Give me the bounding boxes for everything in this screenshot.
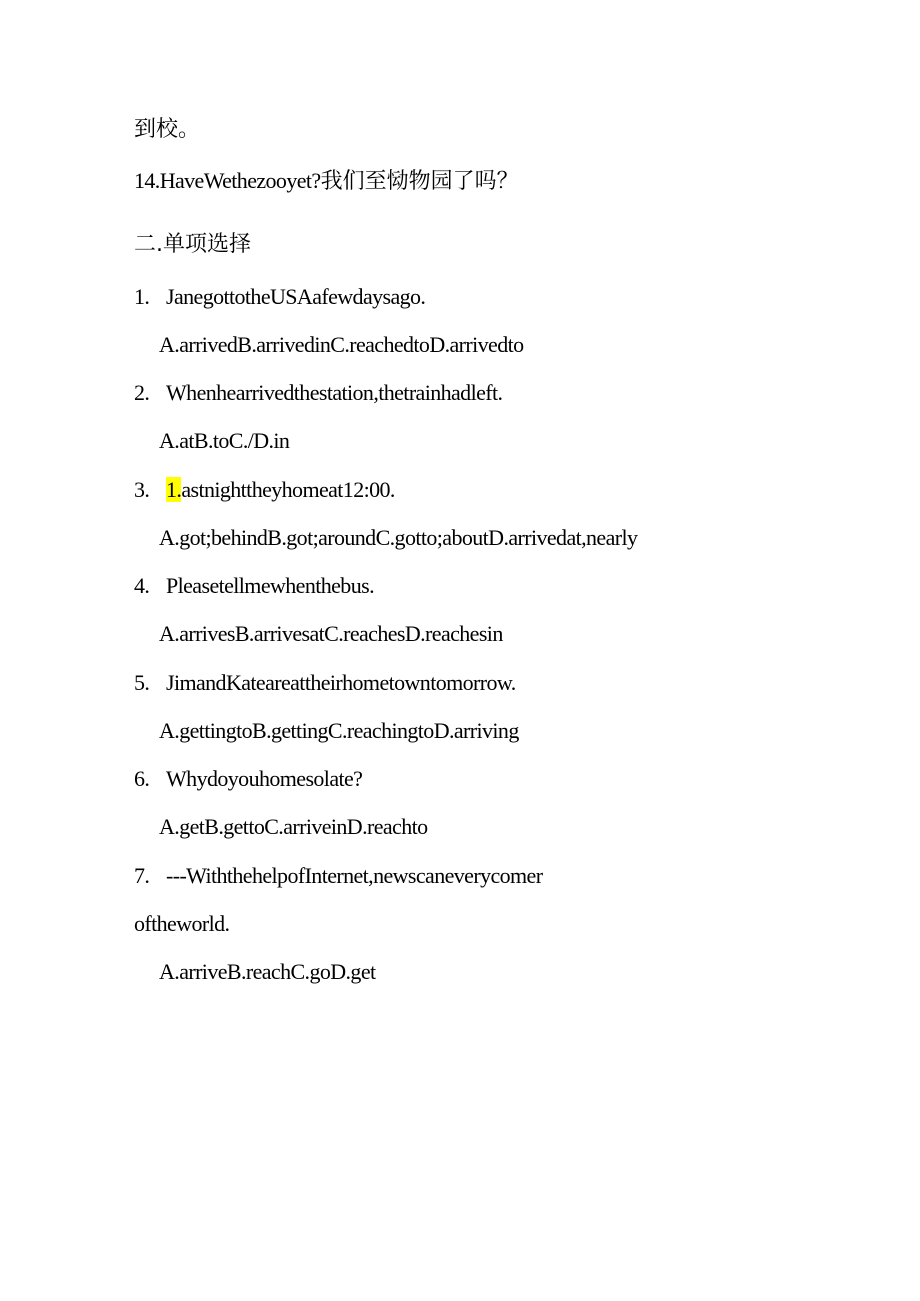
question-number: 4.: [134, 573, 150, 598]
question-text: Whenhearrivedthestation,thetrainhadleft.: [166, 380, 503, 405]
question-text: JanegottotheUSAafewdaysago.: [166, 284, 426, 309]
question-1: [134, 283, 425, 311]
question-text: Whydoyouhomesolate?: [166, 766, 363, 791]
options-text: A.arriveB.reachC.goD.get: [159, 959, 376, 984]
text-line-14: [134, 167, 519, 196]
question-number: 2.: [134, 380, 150, 405]
line-text: 14.HaveWethezooyet?: [134, 168, 321, 193]
question-7-continuation: [134, 910, 229, 938]
text-line: [134, 115, 200, 144]
question-3: [134, 476, 395, 504]
options-text: A.atB.toC./D.in: [159, 428, 290, 453]
question-number: 7.: [134, 863, 150, 888]
question-4: [134, 572, 374, 600]
question-5-options: [159, 717, 519, 745]
question-7: [134, 862, 542, 890]
question-text: ---WiththehelpofInternet,newscaneverycomer: [166, 863, 543, 888]
options-text: A.getB.gettoC.arriveinD.reachto: [159, 814, 428, 839]
line-text: 到校。: [134, 117, 201, 142]
section-heading: [134, 230, 251, 259]
question-4-options: [159, 620, 503, 648]
options-text: A.arrivesB.arrivesatC.reachesD.reachesin: [159, 621, 503, 646]
question-number: 5.: [134, 670, 150, 695]
options-text: A.got;behindB.got;aroundC.gotto;aboutD.arrivedat,nearly: [159, 525, 638, 550]
question-text: JimandKateareattheirhometowntomorrow.: [166, 670, 516, 695]
question-6-options: [159, 813, 428, 841]
question-6: [134, 765, 362, 793]
question-number: 3.: [134, 477, 150, 502]
question-text: oftheworld.: [134, 911, 230, 936]
options-text: A.arrivedB.arrivedinC.reachedtoD.arrivedto: [159, 332, 524, 357]
question-5: [134, 669, 516, 697]
options-text: A.gettingtoB.gettingC.reachingtoD.arriving: [159, 718, 519, 743]
question-2: [134, 379, 502, 407]
question-7-options: [159, 958, 376, 986]
question-number: 6.: [134, 766, 150, 791]
question-2-options: [159, 427, 289, 455]
question-number: 1.: [134, 284, 150, 309]
section-title: 二.单项选择: [134, 232, 251, 257]
question-1-options: [159, 331, 524, 359]
question-3-options: [159, 524, 637, 552]
question-text: astnighttheyhomeat12:00.: [181, 477, 395, 502]
line-text-cn: 我们至恸物园了吗？: [320, 169, 519, 194]
highlighted-text: 1.: [166, 477, 182, 502]
question-text: Pleasetellmewhenthebus.: [166, 573, 374, 598]
